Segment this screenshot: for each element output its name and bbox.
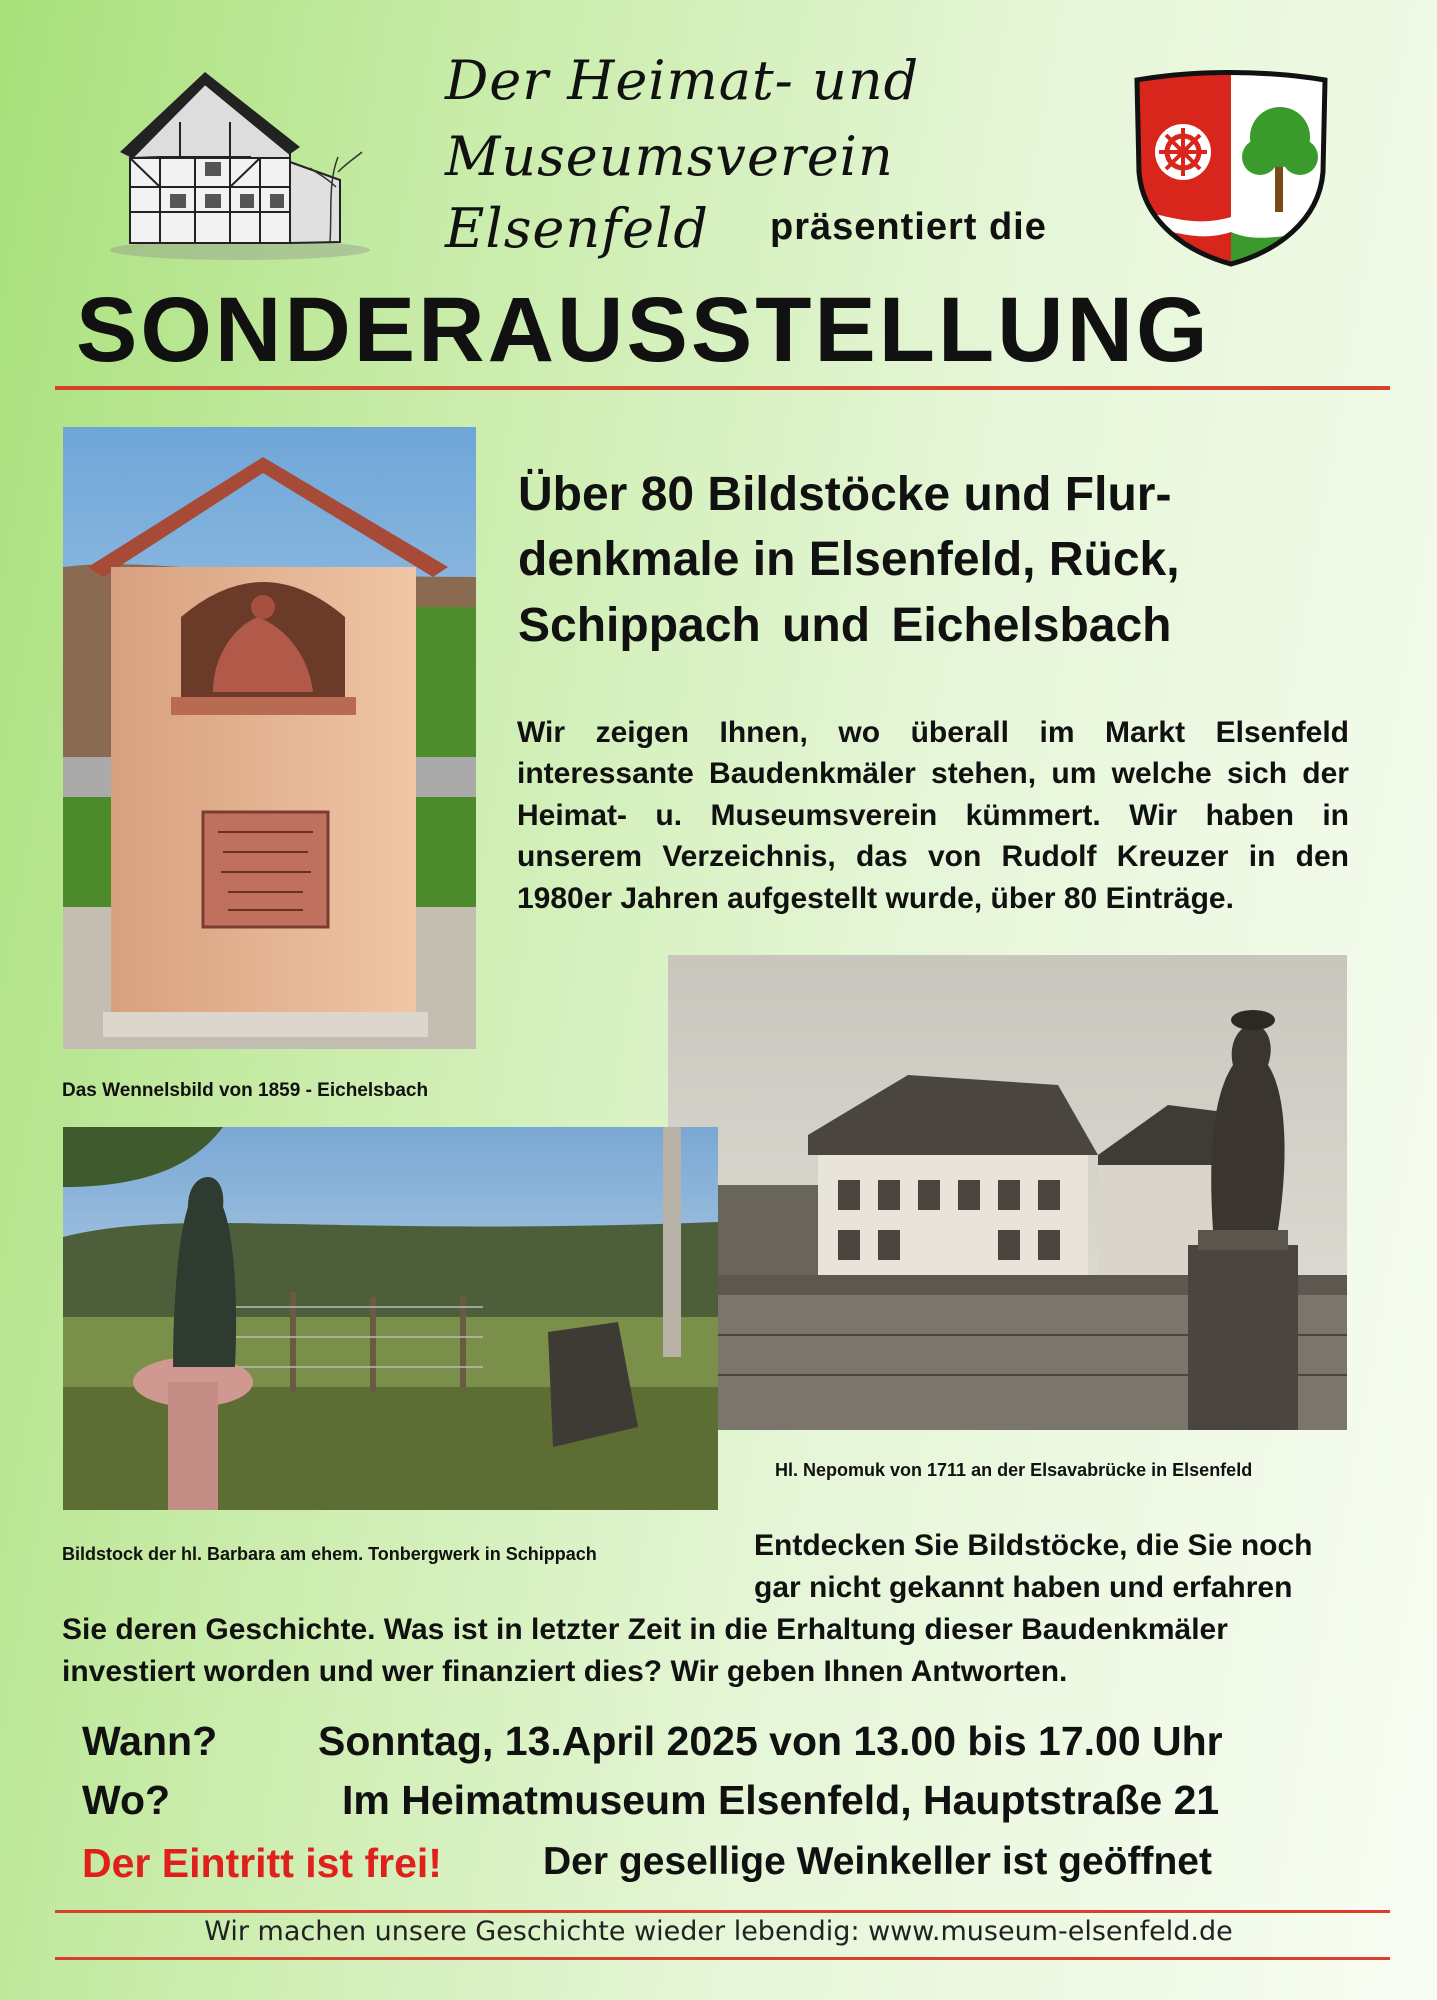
presents-text: präsentiert die — [770, 206, 1047, 248]
caption-barbara: Bildstock der hl. Barbara am ehem. Tonbergwerk in Schippach — [62, 1544, 597, 1564]
org-name-line2: Museumsverein — [445, 125, 894, 188]
org-name-line1: Der Heimat- und — [445, 49, 920, 112]
discover-line3: Sie deren Geschichte. Was ist in letzter Zeit in die Erhaltung dieser Baudenkmäler — [62, 1613, 1228, 1646]
headline-line1: Über 80 Bildstöcke und Flur- — [518, 468, 1172, 521]
footer-divider-top — [55, 1910, 1390, 1913]
photo-wennelsbild — [63, 427, 476, 1049]
caption-nepomuk: Hl. Nepomuk von 1711 an der Elsavabrücke in Elsenfeld — [775, 1460, 1253, 1480]
title-divider — [55, 386, 1390, 390]
footer-divider-bottom — [55, 1957, 1390, 1960]
house-illustration — [100, 62, 370, 262]
headline — [518, 462, 1180, 658]
footer-tagline: Wir machen unsere Geschichte wieder lebendig: www.museum-elsenfeld.de — [204, 1916, 1233, 1947]
caption-wennelsbild: Das Wennelsbild von 1859 - Eichelsbach — [62, 1080, 429, 1101]
discover-line1: Entdecken Sie Bildstöcke, die Sie noch — [754, 1529, 1313, 1562]
headline-line3: Schippach und Eichelsbach — [518, 598, 1172, 652]
headline-line2: denkmale in Elsenfeld, Rück, — [518, 533, 1180, 587]
wine-cellar-notice: Der gesellige Weinkeller ist geöffnet — [543, 1840, 1212, 1883]
where-value: Im Heimatmuseum Elsenfeld, Hauptstraße 21 — [342, 1777, 1220, 1823]
photo-nepomuk — [668, 955, 1347, 1430]
discover-line2: gar nicht gekannt haben und erfahren — [754, 1571, 1293, 1604]
photo-barbara — [63, 1127, 718, 1510]
when-label: Wann? — [82, 1718, 218, 1764]
intro-paragraph: Wir zeigen Ihnen, wo überall im Markt Elsenfeld interessante Baudenkmäler stehen, um welche sich der Heimat- u. Museumsverein kümmert. Wir haben in unserem Verzeichnis, das von Rudolf Kreuzer in den 1980er Jahren aufgestellt wurde, über 80 Einträge. — [517, 716, 1349, 915]
entry-free-notice: Der Eintritt ist frei! — [82, 1840, 442, 1886]
discover-line4: investiert worden und wer finanziert dies? Wir geben Ihnen Antworten. — [62, 1655, 1068, 1688]
main-title: SONDERAUSSTELLUNG — [76, 279, 1211, 381]
when-value: Sonntag, 13.April 2025 von 13.00 bis 17.00 Uhr — [318, 1718, 1223, 1764]
discover-text — [62, 1525, 1362, 1693]
org-name-line3: Elsenfeld — [445, 197, 709, 260]
coat-of-arms — [1125, 62, 1337, 270]
where-label: Wo? — [82, 1777, 171, 1823]
